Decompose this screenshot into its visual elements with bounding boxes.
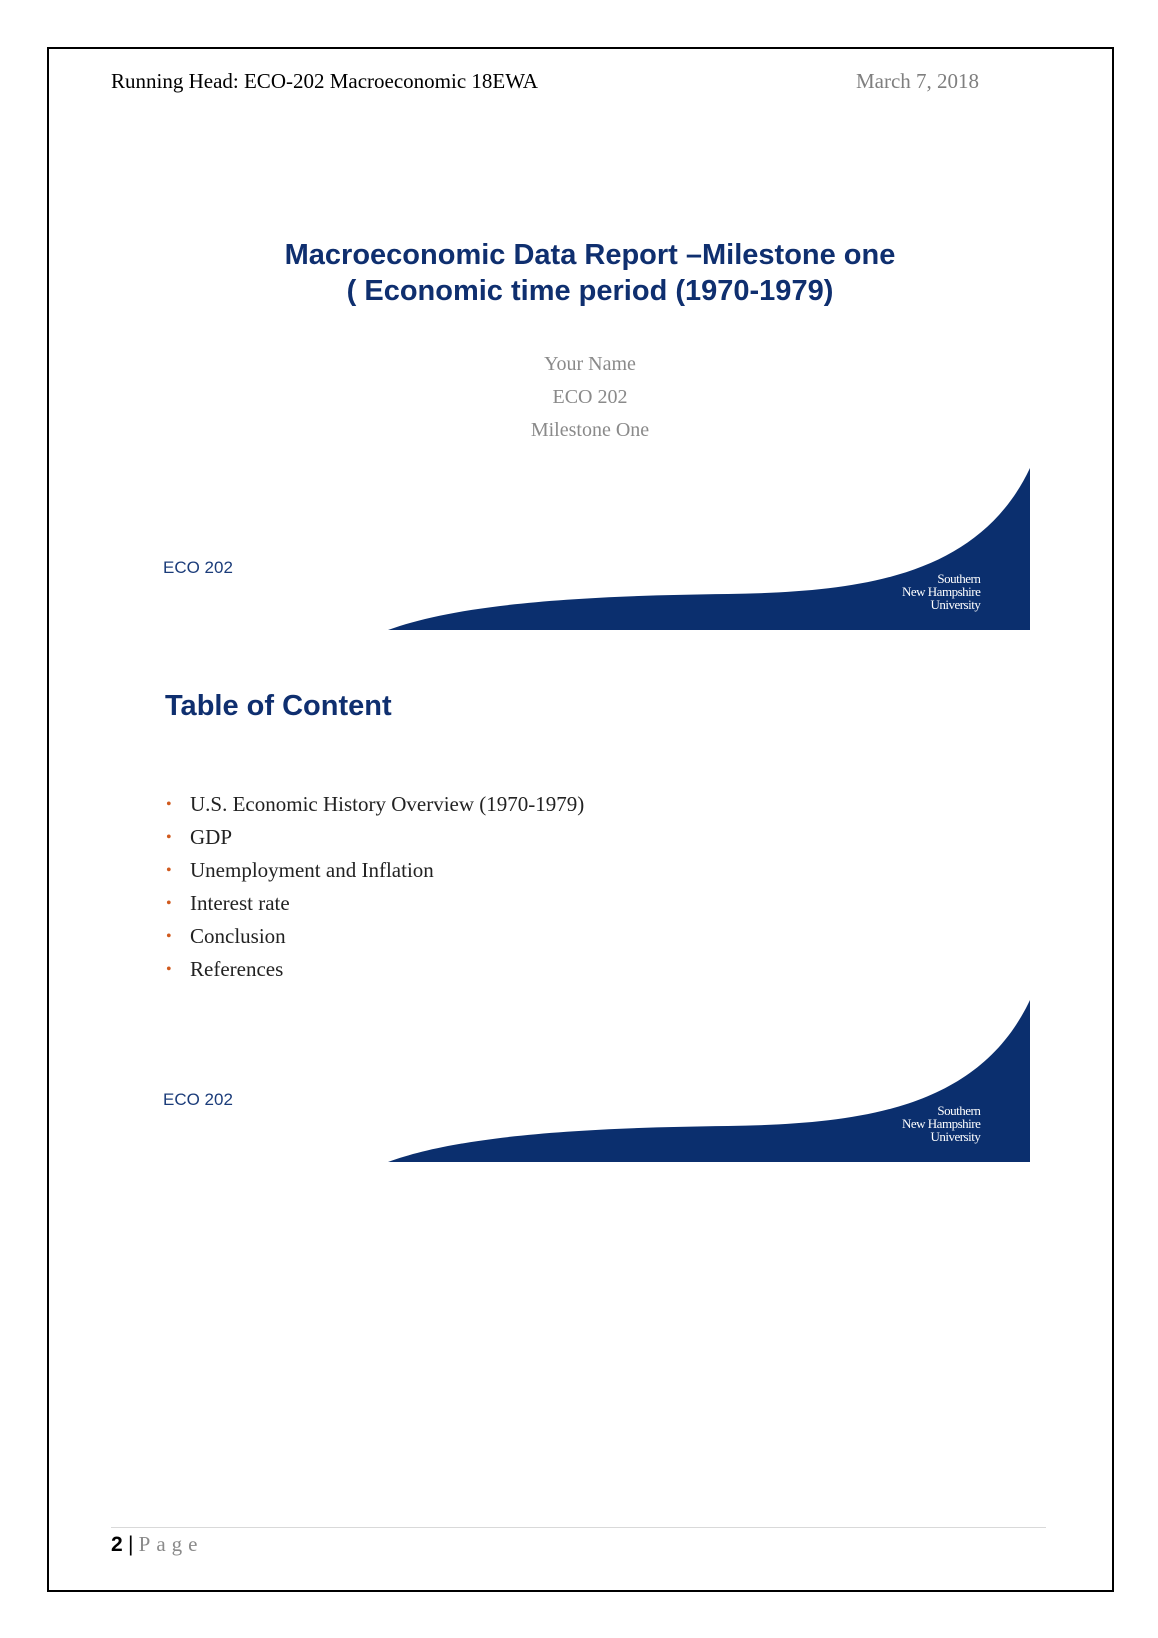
bullet-icon: •	[166, 895, 172, 912]
course-name: ECO 202	[552, 386, 628, 408]
page-separator: |	[127, 1533, 134, 1556]
toc-item: • References	[162, 953, 584, 986]
footer-divider	[111, 1527, 1046, 1528]
toc-item: • GDP	[162, 821, 584, 854]
toc-item: • Unemployment and Inflation	[162, 854, 584, 887]
toc-slide	[150, 690, 1030, 1185]
slide-title	[150, 237, 1030, 309]
milestone-label: Milestone One	[530, 419, 650, 441]
bullet-icon: •	[166, 829, 172, 846]
bullet-icon: •	[166, 796, 172, 813]
header-date: March 7, 2018	[856, 69, 980, 93]
author-name: Your Name	[544, 353, 636, 375]
toc-item: • U.S. Economic History Overview (1970-1979)	[162, 788, 584, 821]
page-number: 2	[111, 1533, 123, 1556]
toc-item: • Conclusion	[162, 920, 584, 953]
bullet-icon: •	[166, 928, 172, 945]
toc-title: Table of Content	[165, 690, 392, 722]
page-label: Page	[138, 1532, 204, 1556]
bullet-icon: •	[166, 862, 172, 879]
slide-footer-course: ECO 202	[163, 1090, 233, 1109]
title-slide	[150, 210, 1030, 630]
slide-title-line-2: ( Economic time period (1970-1979)	[346, 275, 834, 307]
slide-title-line-1: Macroeconomic Data Report –Milestone one	[284, 239, 896, 271]
toc-item: • Interest rate	[162, 887, 584, 920]
university-logo: Southern New Hampshire University	[902, 571, 981, 612]
running-head: Running Head: ECO-202 Macroeconomic 18EWA	[111, 69, 538, 93]
university-logo: Southern New Hampshire University	[902, 1103, 981, 1144]
page-footer	[111, 1532, 203, 1557]
toc-list	[162, 788, 584, 986]
bullet-icon: •	[166, 961, 172, 978]
slide-footer-course: ECO 202	[163, 558, 233, 577]
